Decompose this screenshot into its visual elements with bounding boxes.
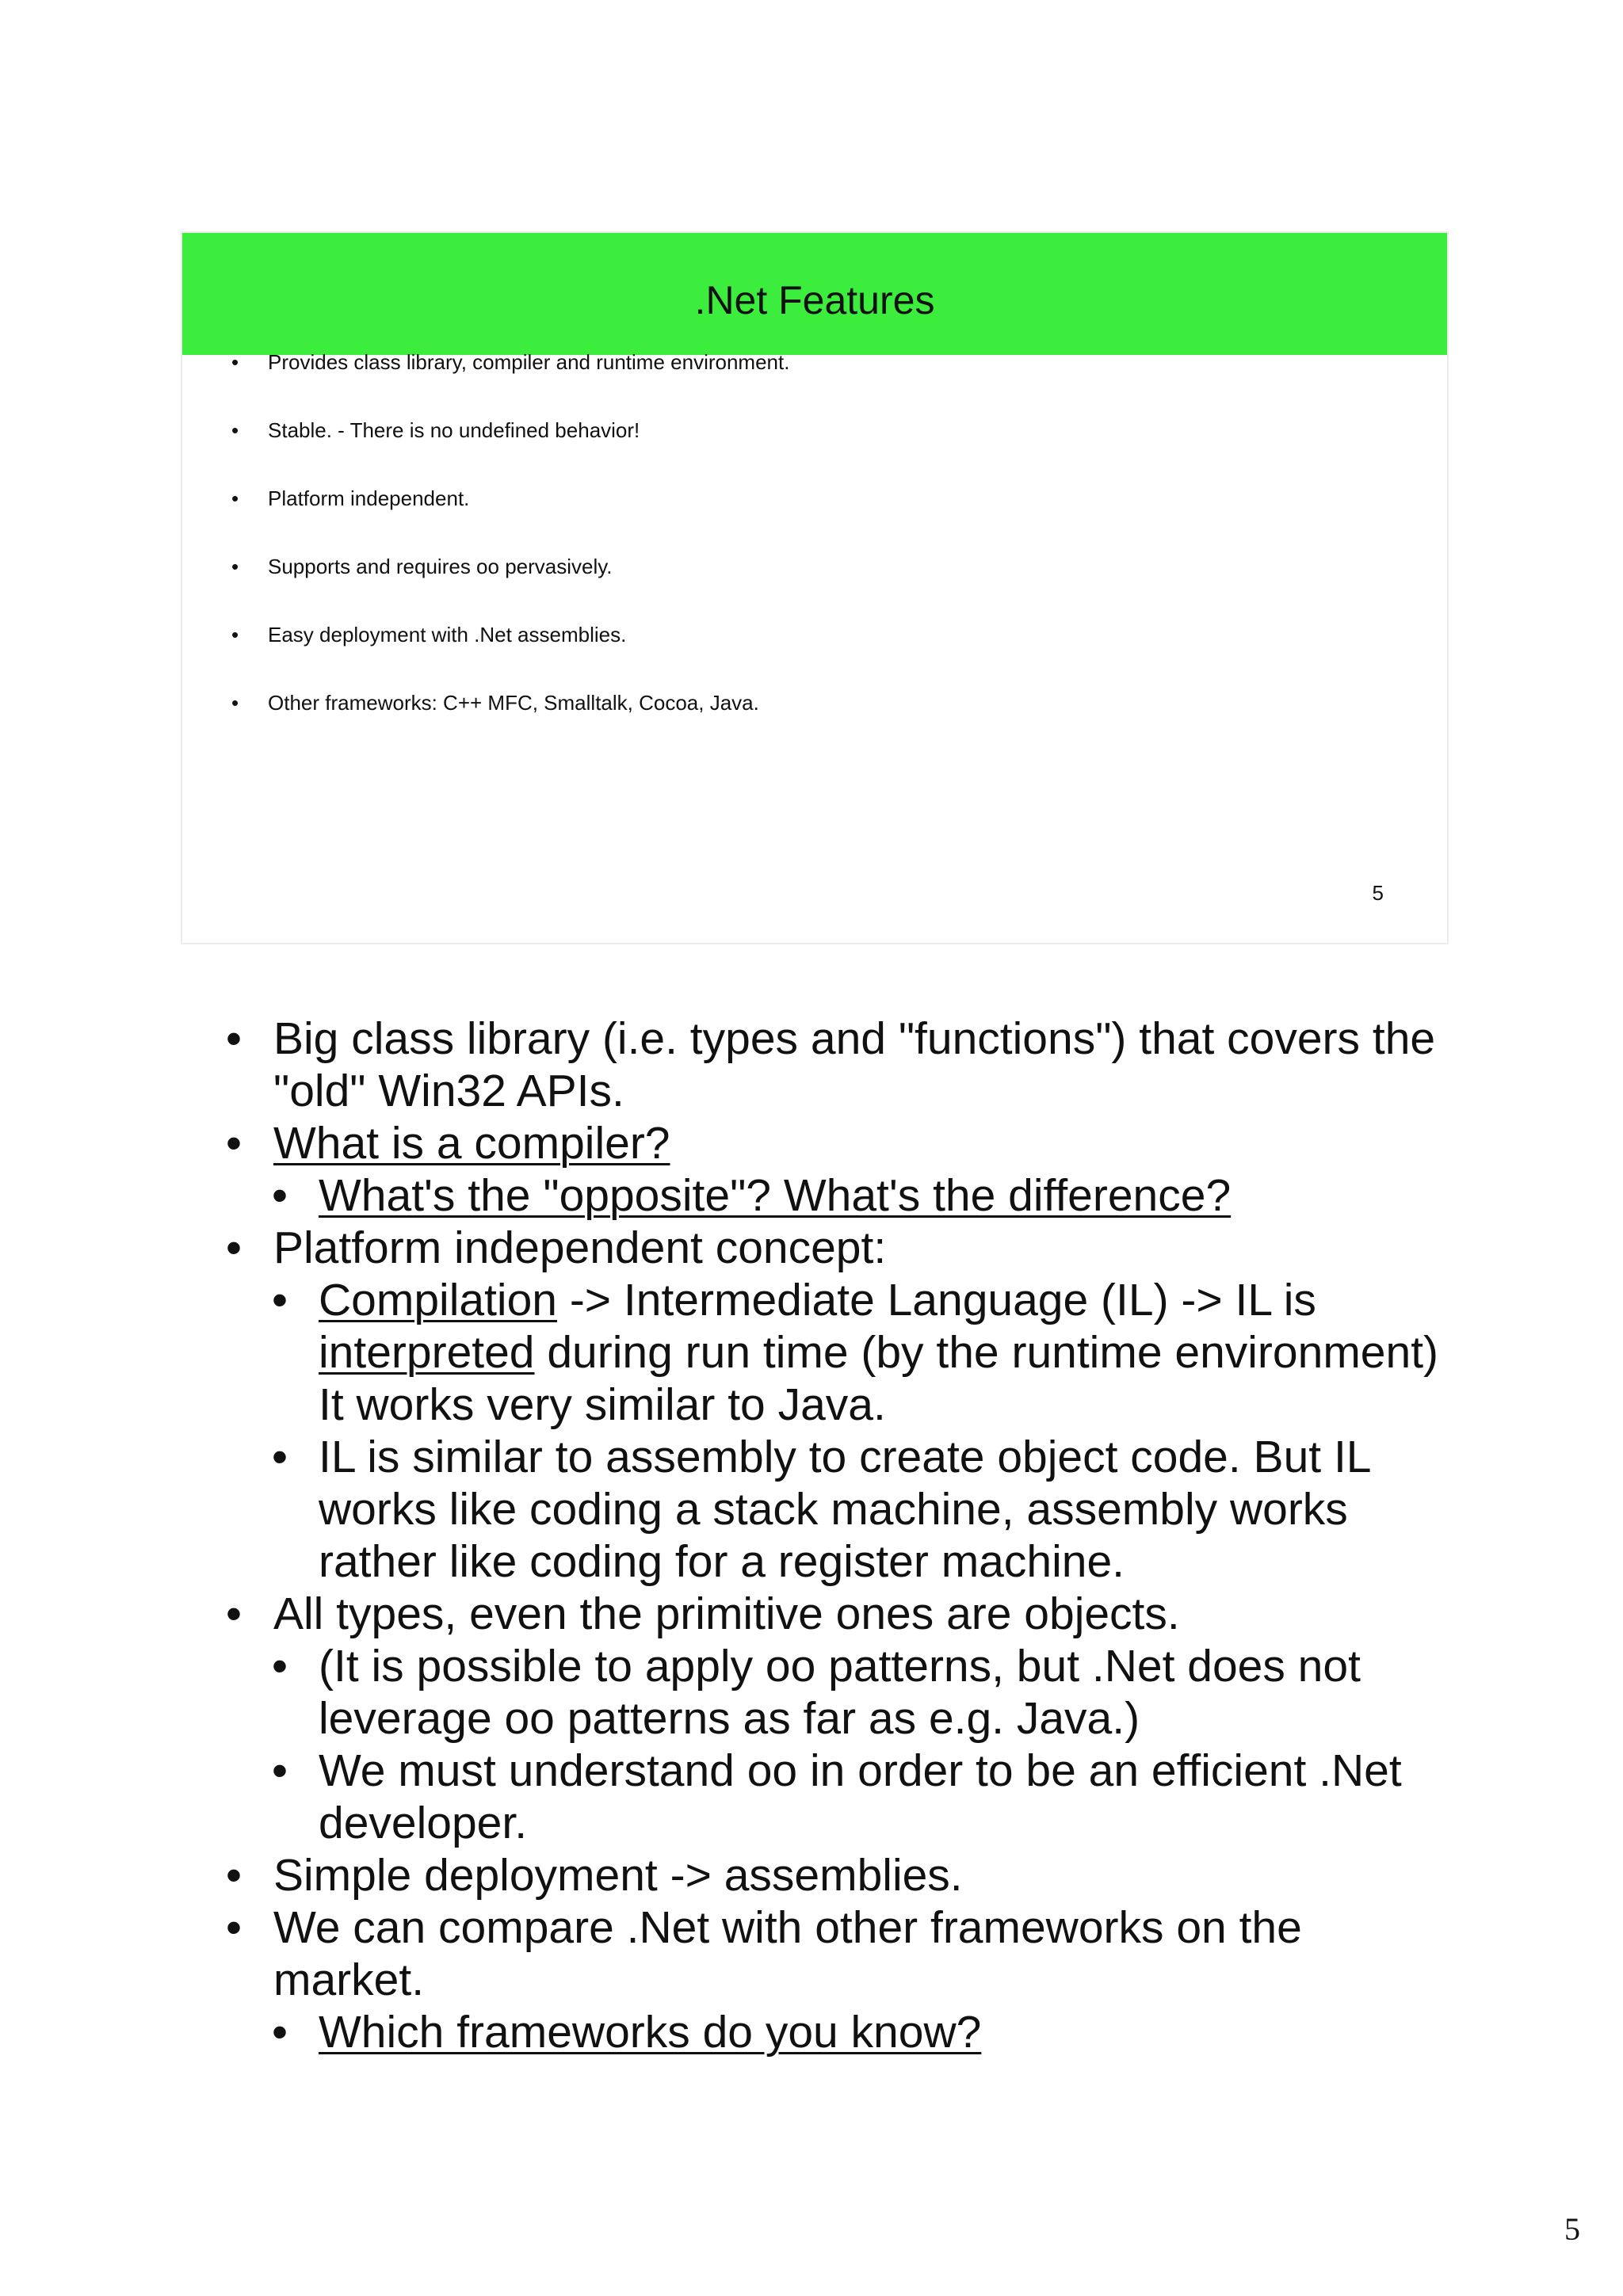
note-link-frameworks[interactable]: Which frameworks do you know?: [319, 2007, 982, 2058]
note-item: • We can compare .Net with other frameworks on the market.: [226, 1902, 1302, 2005]
bullet-dot: •: [231, 555, 239, 578]
note-subitem: • Compilation -> Intermediate Language (IL) -> IL is interpreted during run time (by the runtime environment) It works very similar to Java.: [272, 1275, 1439, 1430]
bullet-dot: •: [272, 2007, 288, 2058]
slide-title: .Net Features: [694, 278, 935, 322]
slide-bullet: • Other frameworks: C++ MFC, Smalltalk, Cocoa, Java.: [216, 688, 789, 757]
bullet-dot: •: [226, 1118, 242, 1169]
slide-bullet: • Stable. - There is no undefined behavior!: [216, 416, 789, 484]
slide: [181, 231, 1449, 944]
bullet-dot: •: [231, 350, 239, 374]
note-subitem: • IL is similar to assembly to create object code. But IL works like coding a stack machine, assembly works rather like coding for a register machine.: [272, 1432, 1370, 1587]
bullet-dot: •: [272, 1170, 288, 1221]
bullet-dot: •: [226, 1589, 242, 1639]
bullet-dot: •: [226, 1013, 242, 1064]
note-link-interpreted[interactable]: interpreted: [319, 1327, 535, 1378]
speaker-notes: [226, 1013, 1462, 2058]
note-link-compiler[interactable]: What is a compiler?: [273, 1118, 670, 1169]
note-subitem: • We must understand oo in order to be an efficient .Net developer.: [272, 1745, 1402, 1848]
slide-bullet: • Easy deployment with .Net assemblies.: [216, 620, 789, 688]
slide-bullet: • Supports and requires oo pervasively.: [216, 552, 789, 620]
slide-bullet: • Platform independent.: [216, 484, 789, 552]
note-subitem: • (It is possible to apply oo patterns, but .Net does not leverage oo patterns as far as e.g. Java.): [272, 1641, 1361, 1744]
bullet-dot: •: [272, 1641, 288, 1691]
bullet-dot: •: [272, 1432, 288, 1482]
note-subitem: [226, 1169, 1462, 1222]
slide-bullet: • Provides class library, compiler and runtime environment.: [216, 348, 789, 416]
note-item: • Platform independent concept:: [226, 1222, 887, 1273]
bullet-dot: •: [231, 418, 239, 442]
bullet-dot: •: [272, 1275, 288, 1325]
bullet-dot: •: [226, 1850, 242, 1901]
bullet-dot: •: [231, 691, 239, 715]
slide-number: 5: [1372, 881, 1384, 905]
note-link-compilation[interactable]: Compilation: [319, 1275, 557, 1325]
bullet-dot: •: [226, 1902, 242, 1953]
note-link-opposite[interactable]: What's the "opposite"? What's the difference?: [319, 1170, 1232, 1221]
note-item: • All types, even the primitive ones are objects.: [226, 1589, 1180, 1639]
note-item: [226, 1117, 1462, 1169]
slide-header: [182, 233, 1447, 355]
bullet-dot: •: [226, 1222, 242, 1273]
page-number: 5: [1564, 2211, 1580, 2247]
note-item: • Simple deployment -> assemblies.: [226, 1850, 963, 1901]
note-item: • Big class library (i.e. types and "functions") that covers the "old" Win32 APIs.: [226, 1013, 1436, 1116]
bullet-dot: •: [231, 486, 239, 510]
bullet-dot: •: [231, 623, 239, 646]
slide-bullet-list: [216, 348, 789, 757]
bullet-dot: •: [272, 1745, 288, 1796]
note-subitem: [226, 2006, 1462, 2058]
